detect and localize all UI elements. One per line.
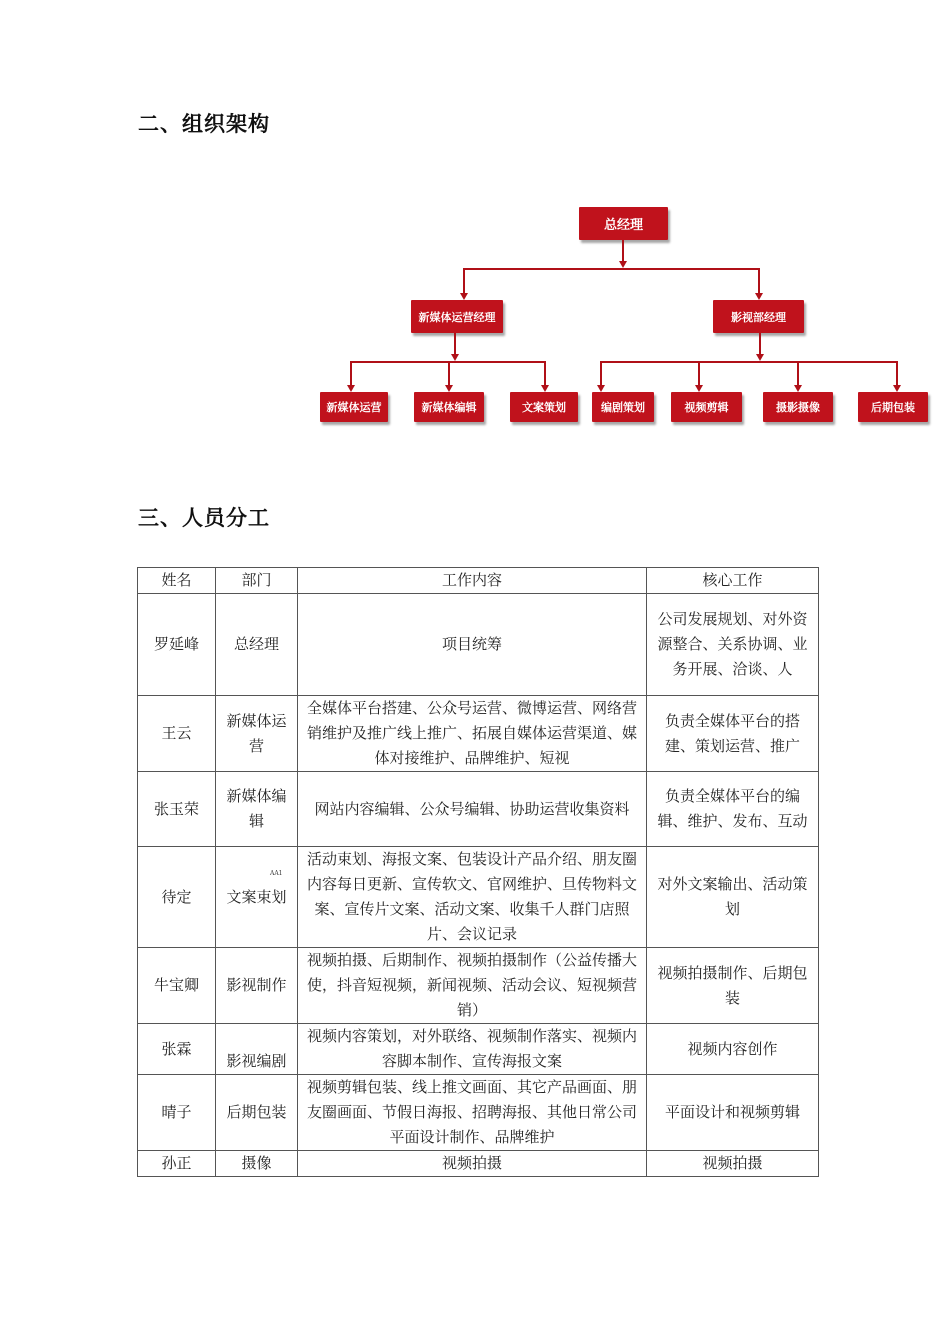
org-box-media-ops: 新媒体运营 bbox=[320, 392, 388, 422]
table-row bbox=[138, 772, 819, 847]
cell-core: 负责全媒体平台的编辑、维护、发布、互动 bbox=[647, 772, 819, 847]
cell-core: 视频拍摄制作、后期包装 bbox=[647, 948, 819, 1024]
table-header-row bbox=[138, 568, 819, 594]
cell-core: 负责全媒体平台的搭建、策划运营、推广 bbox=[647, 696, 819, 772]
org-box-video-editing: 视频剪辑 bbox=[671, 392, 742, 422]
cell-name: 王云 bbox=[138, 696, 216, 772]
cell-name: 张玉荣 bbox=[138, 772, 216, 847]
table-row bbox=[138, 696, 819, 772]
section-heading-org: 二、组织架构 bbox=[138, 112, 270, 136]
table-row bbox=[138, 948, 819, 1024]
table-row bbox=[138, 1151, 819, 1177]
cell-work: 视频剪辑包装、线上推文画面、其它产品画面、朋友圈画面、节假日海报、招聘海报、其他日常公司平面设计制作、品牌维护 bbox=[298, 1075, 647, 1151]
org-box-root: 总经理 bbox=[579, 207, 668, 240]
table-row bbox=[138, 1024, 819, 1075]
cell-dept-annotated bbox=[216, 847, 298, 948]
annotation-mark: AA1 bbox=[270, 869, 283, 877]
cell-work: 活动束划、海报文案、包装设计产品介绍、朋友圈内容每日更新、宣传软文、官网维护、旦传物料文案、宣传片文案、活动文案、收集千人群门店照片、会议记录 bbox=[298, 847, 647, 948]
cell-name: 罗延峰 bbox=[138, 594, 216, 696]
cell-dept: 文案束划 bbox=[226, 887, 287, 906]
org-box-camera: 摄影摄像 bbox=[763, 392, 833, 422]
header-work: 工作内容 bbox=[298, 568, 647, 594]
cell-core: 对外文案输出、活动策划 bbox=[647, 847, 819, 948]
org-box-video-manager: 影视部经理 bbox=[713, 300, 804, 333]
header-dept: 部门 bbox=[216, 568, 298, 594]
cell-work: 视频内容策划，对外联络、视频制作落实、视频内容脚本制作、宣传海报文案 bbox=[298, 1024, 647, 1075]
cell-core: 平面设计和视频剪辑 bbox=[647, 1075, 819, 1151]
cell-name: 晴子 bbox=[138, 1075, 216, 1151]
header-name: 姓名 bbox=[138, 568, 216, 594]
org-chart bbox=[0, 0, 950, 470]
table-row bbox=[138, 1075, 819, 1151]
cell-core: 视频拍摄 bbox=[647, 1151, 819, 1177]
cell-core: 公司发展规划、对外资源整合、关系协调、业务开展、洽谈、人 bbox=[647, 594, 819, 696]
cell-work: 项目统筹 bbox=[298, 594, 647, 696]
table-row bbox=[138, 847, 819, 948]
cell-dept: 影视编剧 bbox=[216, 1024, 298, 1075]
cell-dept: 后期包装 bbox=[216, 1075, 298, 1151]
cell-dept: 摄像 bbox=[216, 1151, 298, 1177]
table-row bbox=[138, 594, 819, 696]
cell-dept: 新媒体编辑 bbox=[216, 772, 298, 847]
cell-name: 孙正 bbox=[138, 1151, 216, 1177]
cell-work: 全媒体平台搭建、公众号运营、微博运营、网络营销维护及推广线上推广、拓展自媒体运营渠道、媒体对接维护、品牌维护、短视 bbox=[298, 696, 647, 772]
org-box-copywriting: 文案策划 bbox=[510, 392, 578, 422]
cell-dept: 影视制作 bbox=[216, 948, 298, 1024]
cell-name: 待定 bbox=[138, 847, 216, 948]
section-heading-staff: 三、人员分工 bbox=[138, 506, 270, 530]
org-box-media-editor: 新媒体编辑 bbox=[414, 392, 484, 422]
org-box-screenwriting: 编剧策划 bbox=[592, 392, 654, 422]
cell-work: 视频拍摄 bbox=[298, 1151, 647, 1177]
org-box-post-production: 后期包装 bbox=[858, 392, 928, 422]
staff-table bbox=[137, 567, 819, 1177]
cell-work: 网站内容编辑、公众号编辑、协助运营收集资料 bbox=[298, 772, 647, 847]
cell-dept: 新媒体运营 bbox=[216, 696, 298, 772]
cell-core: 视频内容创作 bbox=[647, 1024, 819, 1075]
cell-name: 牛宝卿 bbox=[138, 948, 216, 1024]
cell-work: 视频拍摄、后期制作、视频拍摄制作（公益传播大使，抖音短视频，新闻视频、活动会议、短视频营销） bbox=[298, 948, 647, 1024]
org-box-media-manager: 新媒体运营经理 bbox=[411, 300, 503, 333]
cell-dept: 总经理 bbox=[216, 594, 298, 696]
header-core: 核心工作 bbox=[647, 568, 819, 594]
cell-name: 张霖 bbox=[138, 1024, 216, 1075]
